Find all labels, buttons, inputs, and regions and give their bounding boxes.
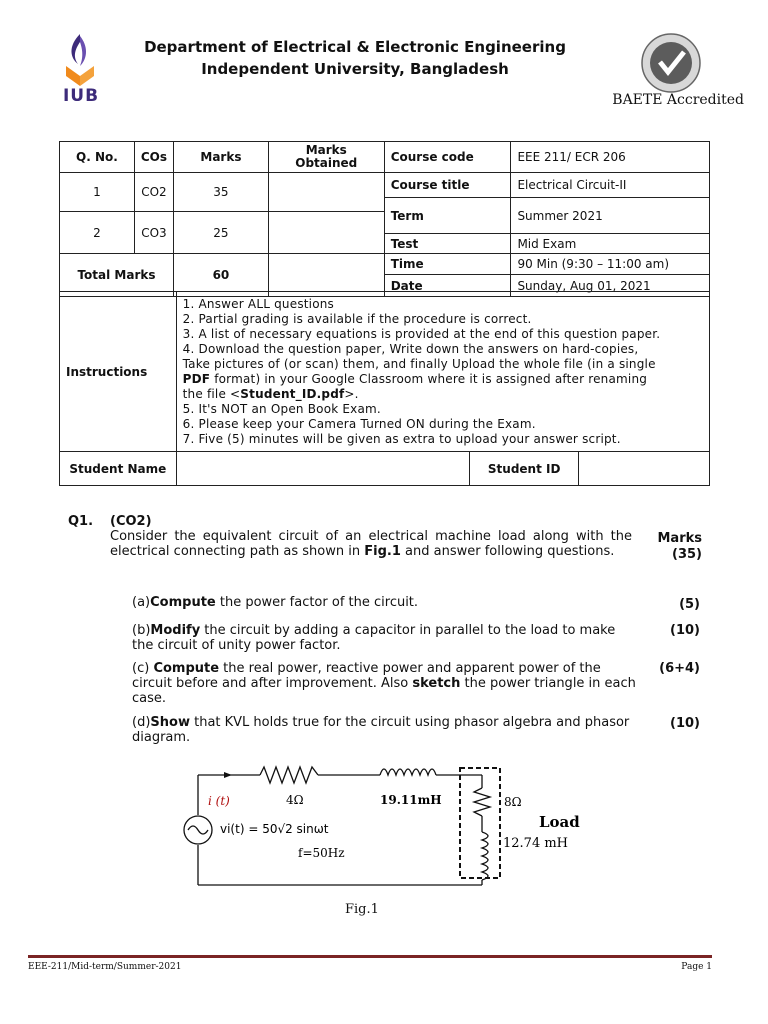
time-value: 90 Min (9:30 – 11:00 am)	[511, 254, 710, 275]
date-value: Sunday, Aug 01, 2021	[511, 275, 710, 297]
term-label: Term	[384, 198, 511, 234]
header-cos: COs	[134, 142, 173, 173]
circuit-diagram	[170, 760, 610, 895]
question-co: (CO2)	[110, 514, 152, 529]
student-id-label: Student ID	[470, 452, 579, 486]
time-label: Time	[384, 254, 511, 275]
q1-marks-obtained[interactable]	[268, 173, 384, 212]
instruction-item: the file <Student_ID.pdf>.	[182, 386, 359, 401]
current-label: i (t)	[208, 794, 230, 808]
frequency-label: f=50Hz	[298, 846, 345, 860]
part-a: (a)Compute the power factor of the circuit.	[132, 595, 419, 610]
course-code-value: EEE 211/ ECR 206	[511, 142, 710, 173]
footer-divider	[28, 955, 712, 958]
header-qno: Q. No.	[60, 142, 135, 173]
total-marks-label: Total Marks	[60, 254, 174, 297]
instructions-list	[176, 292, 709, 452]
logo-text: IUB	[62, 86, 100, 106]
instruction-item: 1. Answer ALL questions	[182, 296, 335, 311]
q2-number: 2	[60, 212, 135, 254]
q2-marks-obtained[interactable]	[268, 212, 384, 254]
q1-co: CO2	[134, 173, 173, 212]
student-name-label: Student Name	[60, 452, 177, 486]
marks-total: (35)	[672, 547, 702, 562]
term-value: Summer 2021	[511, 198, 710, 234]
header-marks-obtained: Marks Obtained	[268, 142, 384, 173]
part-a-marks: (5)	[679, 597, 700, 612]
source-label: vi(t) = 50√2 sinωt	[220, 822, 329, 836]
test-value: Mid Exam	[511, 234, 710, 254]
course-code-label: Course code	[384, 142, 511, 173]
r1-label: 4Ω	[286, 793, 304, 807]
instruction-item: 2. Partial grading is available if the procedure is correct.	[182, 311, 532, 326]
part-b-marks: (10)	[670, 623, 700, 638]
baete-seal	[640, 32, 702, 94]
l1-label: 19.11mH	[380, 793, 442, 807]
part-d-marks: (10)	[670, 716, 700, 731]
pdf-bold: PDF	[182, 371, 211, 386]
q1-number: 1	[60, 173, 135, 212]
q1-marks: 35	[174, 173, 269, 212]
date-label: Date	[384, 275, 511, 297]
instructions-label: Instructions	[60, 292, 177, 452]
course-title-label: Course title	[384, 173, 511, 198]
test-label: Test	[384, 234, 511, 254]
r2-label: 8Ω	[504, 795, 522, 809]
figure-caption: Fig.1	[345, 902, 379, 917]
total-marks-value: 60	[174, 254, 269, 297]
instruction-item: Take pictures of (or scan) them, and finally Upload the whole file (in a single	[182, 356, 656, 371]
university-title: Independent University, Bangladesh	[201, 60, 509, 78]
instruction-item: 3. A list of necessary equations is provided at the end of this question paper.	[182, 326, 661, 341]
department-title: Department of Electrical & Electronic Engineering	[144, 38, 566, 56]
instruction-item: 5. It's NOT an Open Book Exam.	[182, 401, 381, 416]
footer-page: Page 1	[681, 962, 712, 972]
student-name-field[interactable]	[176, 452, 470, 486]
fig-reference: Fig.1	[364, 544, 401, 559]
instruction-item: 6. Please keep your Camera Turned ON during the Exam.	[182, 416, 536, 431]
part-c: (c) Compute the real power, reactive power and apparent power of the circuit before and after improvement. Also sketch the power triangle in each case.	[132, 661, 636, 706]
q2-co: CO3	[134, 212, 173, 254]
instruction-item: PDF format) in your Google Classroom where it is assigned after renaming	[182, 371, 648, 386]
question-text: Consider the equivalent circuit of an electrical machine load along with the electrical connecting path as shown in Fig.1 and answer following questions.	[110, 529, 632, 559]
footer-course: EEE-211/Mid-term/Summer-2021	[28, 962, 182, 972]
part-d: (d)Show that KVL holds true for the circuit using phasor algebra and phasor diagram.	[132, 715, 630, 745]
marks-label: Marks	[657, 531, 702, 546]
part-c-marks: (6+4)	[659, 661, 700, 676]
filename-bold: Student_ID.pdf	[240, 386, 345, 401]
page-header	[120, 36, 590, 80]
question-marks	[640, 531, 702, 563]
q2-marks: 25	[174, 212, 269, 254]
instruction-item: 7. Five (5) minutes will be given as extra to upload your answer script.	[182, 431, 621, 446]
part-b: (b)Modify the circuit by adding a capacitor in parallel to the load to make the circuit of unity power factor.	[132, 623, 616, 653]
flame-icon	[58, 32, 104, 88]
iub-logo	[58, 32, 104, 106]
header-marks: Marks	[174, 142, 269, 173]
current-arrow-icon	[224, 772, 232, 778]
instruction-item: 4. Download the question paper, Write down the answers on hard-copies,	[182, 341, 639, 356]
instructions-table	[59, 291, 710, 486]
question-number: Q1.	[68, 514, 94, 529]
l2-label: 12.74 mH	[503, 836, 569, 851]
marks-course-table	[59, 141, 710, 297]
course-title-value: Electrical Circuit-II	[511, 173, 710, 198]
accreditation-label: BAETE Accredited	[612, 92, 744, 108]
load-label: Load	[539, 813, 580, 831]
student-id-field[interactable]	[579, 452, 710, 486]
